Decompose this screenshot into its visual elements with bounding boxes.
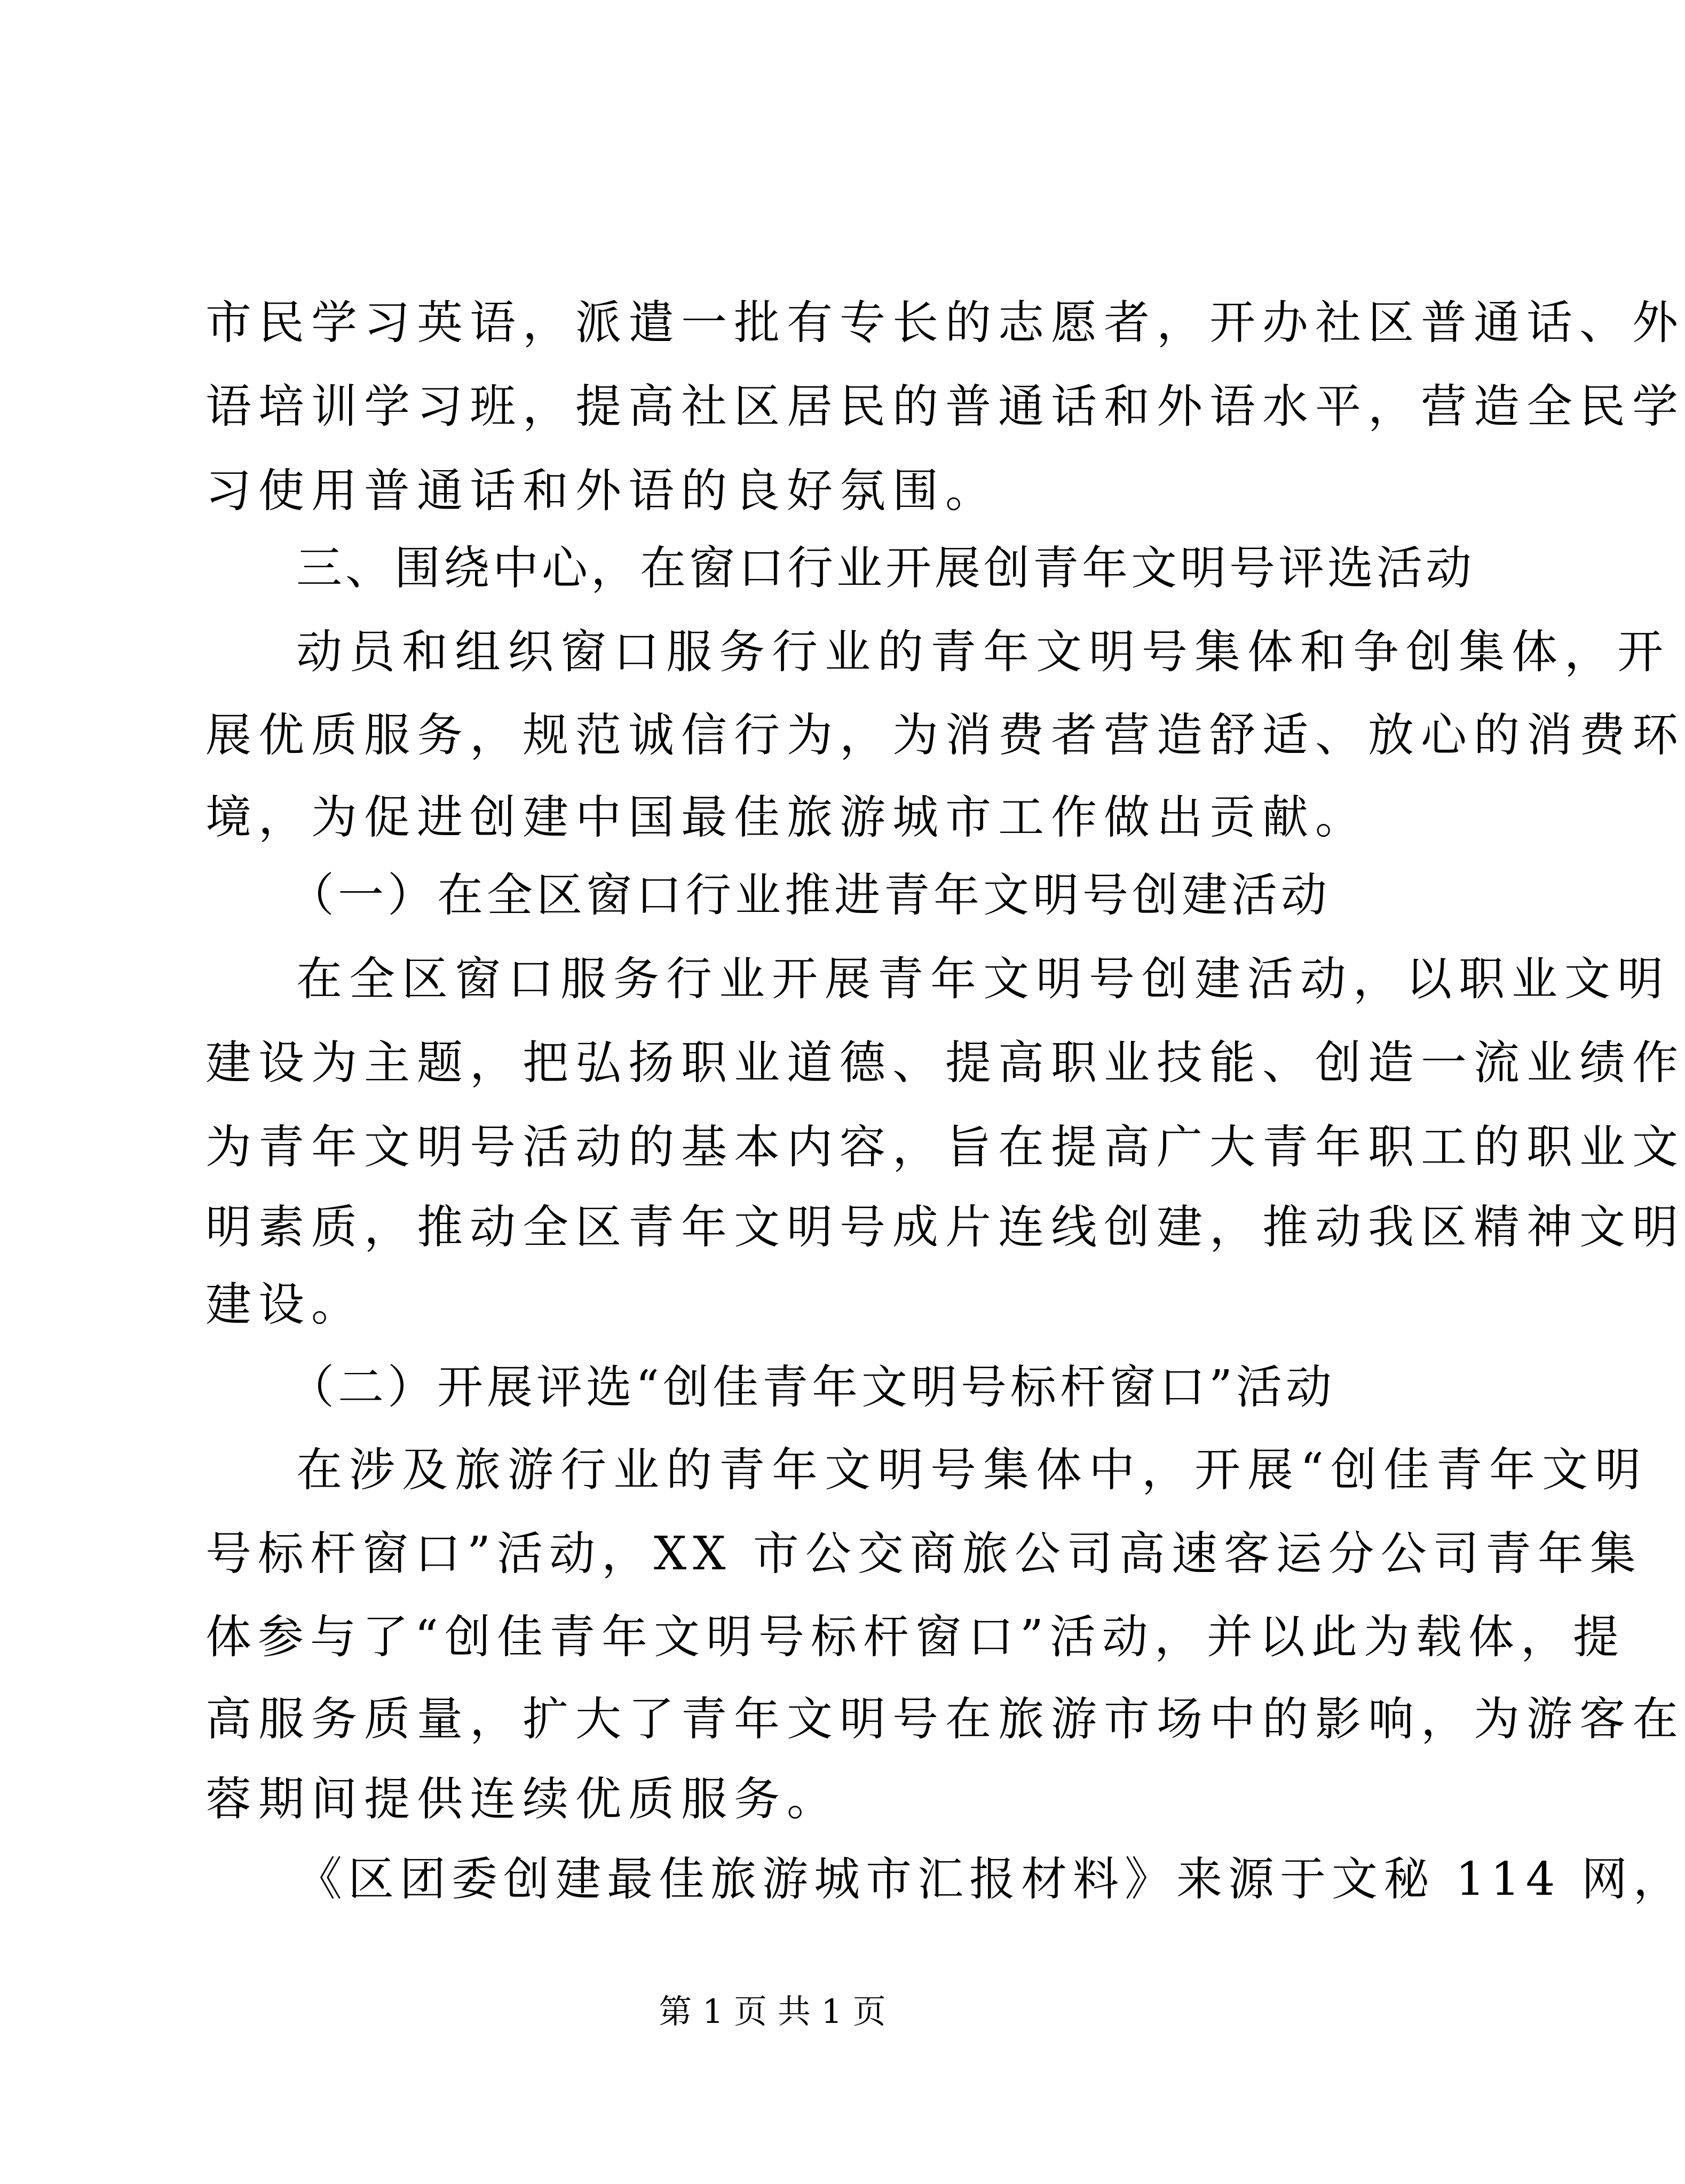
heading-text: 三、围绕中心，在窗口行业开展创青年文明号评选活动 <box>296 542 1475 595</box>
heading-text: （一）在全区窗口行业推进青年文明号创建活动 <box>288 869 1331 922</box>
text-line: 习使用普通话和外语的良好氛围。 <box>205 464 998 518</box>
text-line: 在全区窗口服务行业开展青年文明号创建活动，以职业文明 <box>296 952 1670 1006</box>
text-line: 体参与了“创佳青年文明号标杆窗口”活动，并以此为载体，提 <box>205 1610 1625 1664</box>
text-line: 高服务质量，扩大了青年文明号在旅游市场中的影响，为游客在 <box>205 1693 1685 1746</box>
paragraph-line <box>0 703 1685 794</box>
paragraph-line <box>0 620 1670 711</box>
section-heading <box>0 536 1545 627</box>
paragraph-line <box>0 1767 1545 1858</box>
text-line: 动员和组织窗口服务行业的青年文明号集体和争创集体，开 <box>296 625 1670 679</box>
paragraph-line <box>0 1687 1685 1778</box>
paragraph-line <box>0 1115 1685 1206</box>
text-line: 建设为主题，把弘扬职业道德、提高职业技能、创造一流业绩作 <box>205 1036 1685 1090</box>
text-line: 境，为促进创建中国最佳旅游城市工作做出贡献。 <box>205 791 1368 844</box>
paragraph-line <box>0 1605 1625 1696</box>
text-line: 市民学习英语，派遣一批有专长的志愿者，开办社区普通话、外 <box>205 296 1685 350</box>
paragraph-line <box>0 1522 1642 1613</box>
heading-text: （二）开展评选“创佳青年文明号标杆窗口”活动 <box>288 1361 1335 1414</box>
text-line: 展优质服务，规范诚信行为，为消费者营造舒适、放心的消费环 <box>205 709 1685 762</box>
paragraph-line <box>0 1438 1648 1529</box>
text-line: 建设。 <box>205 1278 364 1331</box>
paragraph-line <box>0 1847 1685 1938</box>
text-line: 蓉期间提供连续优质服务。 <box>205 1773 840 1826</box>
text-line: 为青年文明号活动的基本内容，旨在提高广大青年职工的职业文 <box>205 1121 1685 1174</box>
paragraph-line <box>0 785 1545 876</box>
subsection-heading <box>0 1355 1545 1446</box>
paragraph-line <box>0 1273 1545 1363</box>
page-footer: 第 1 页 共 1 页 <box>659 1992 886 2031</box>
text-line: 语培训学习班，提高社区居民的普通话和外语水平，营造全民学 <box>205 380 1685 433</box>
text-line: 号标杆窗口”活动，XX 市公交商旅公司高速客运分公司青年集 <box>205 1527 1642 1581</box>
paragraph-line <box>0 947 1670 1038</box>
subsection-heading <box>0 863 1545 954</box>
text-line: 在涉及旅游行业的青年文明号集体中，开展“创佳青年文明 <box>296 1443 1648 1497</box>
text-line: 《区团委创建最佳旅游城市汇报材料》来源于文秘 114 网， <box>296 1853 1685 1906</box>
paragraph-line <box>0 1031 1685 1122</box>
paragraph-line <box>0 375 1685 465</box>
paragraph-line <box>0 291 1685 382</box>
text-line: 明素质，推动全区青年文明号成片连线创建，推动我区精神文明 <box>205 1201 1685 1254</box>
